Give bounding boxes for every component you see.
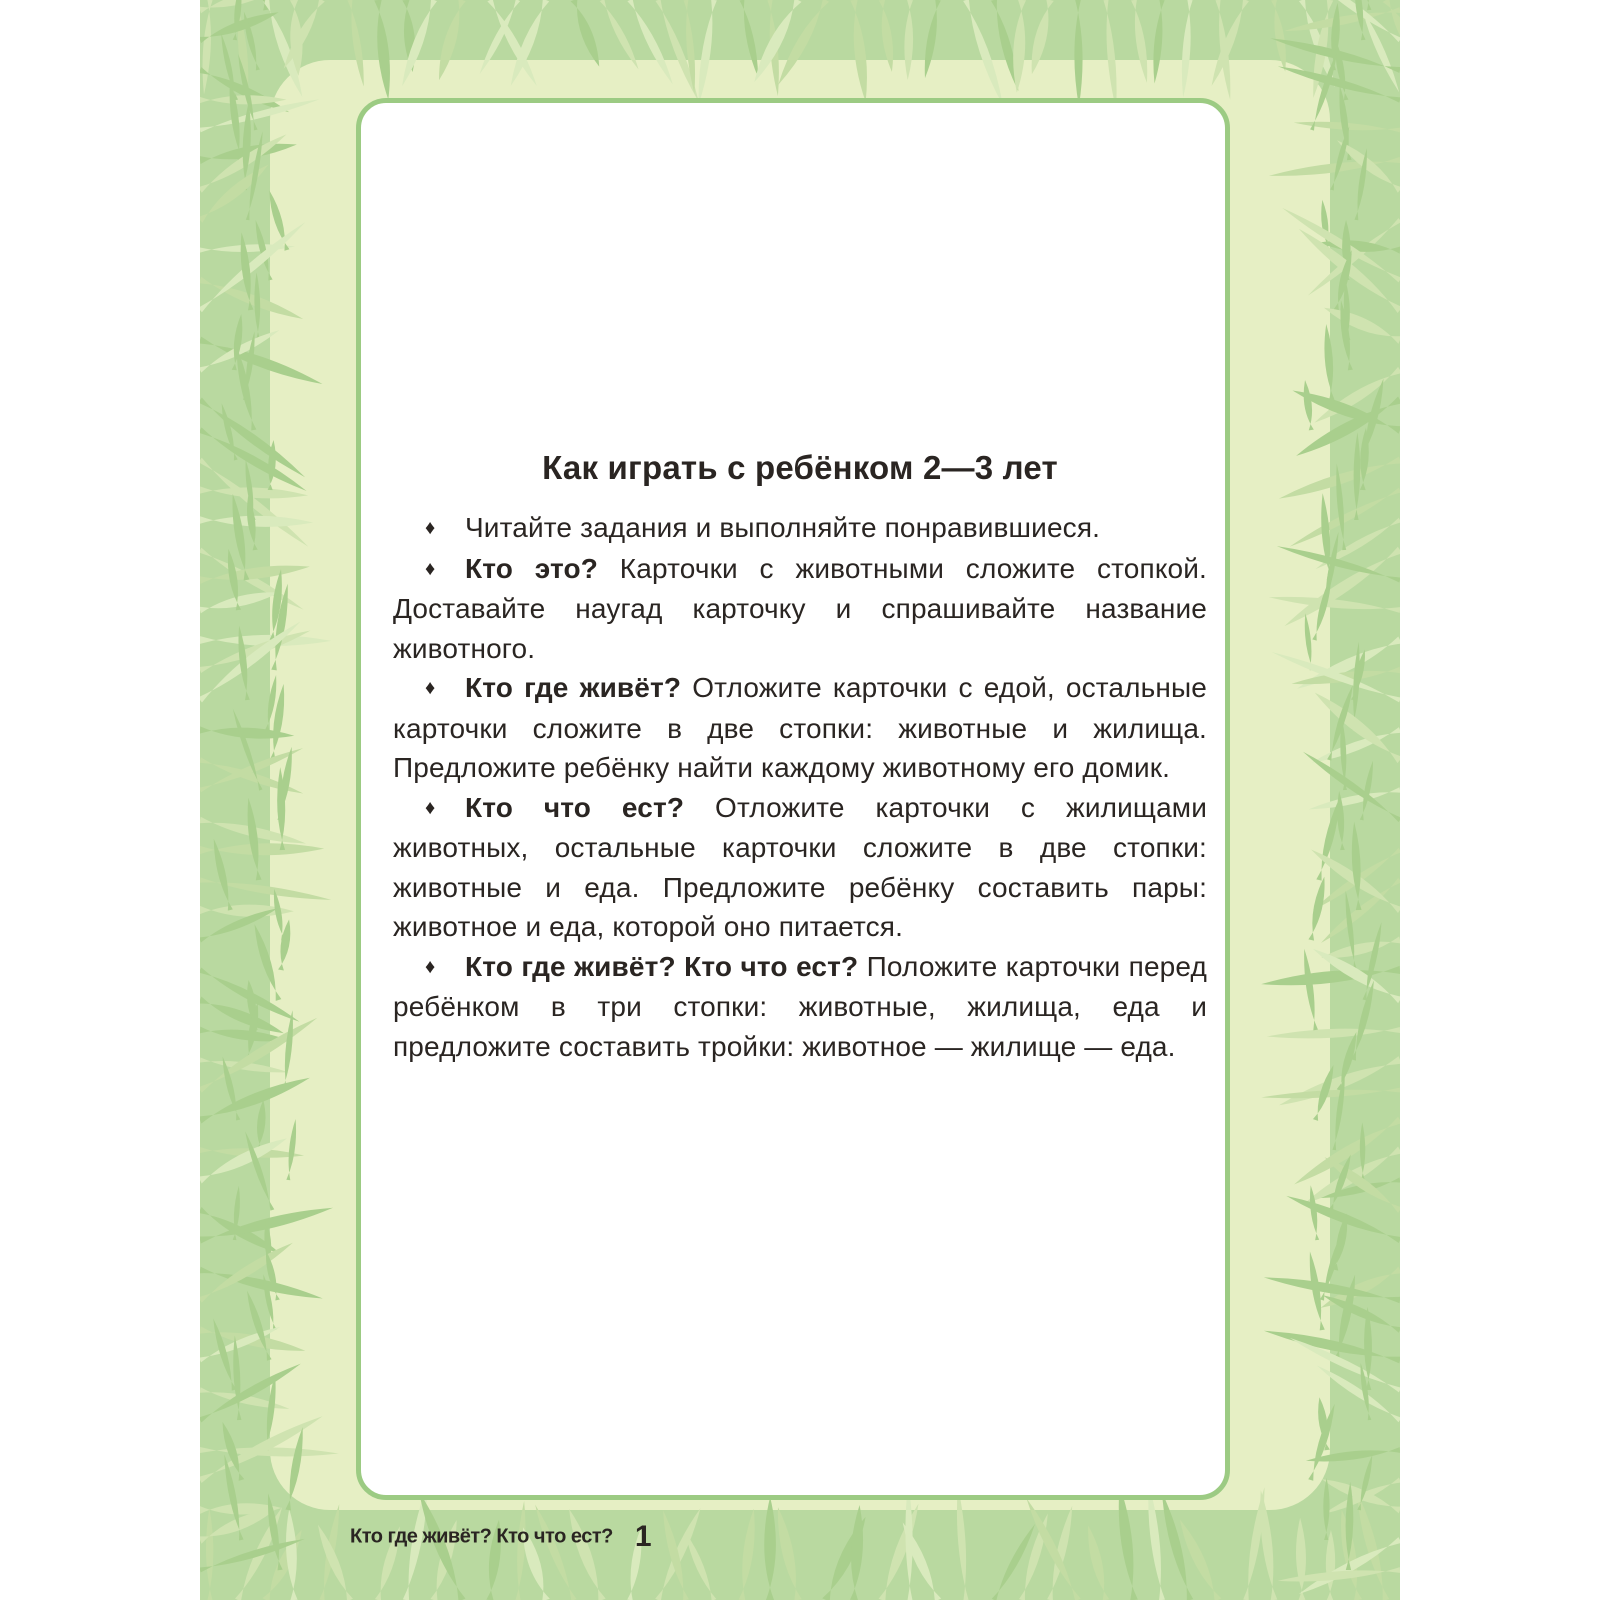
paragraph-text: Читайте задания и выполняйте понравившиеся. xyxy=(465,512,1101,543)
instruction-paragraph xyxy=(393,508,1207,549)
book-page xyxy=(200,0,1400,1600)
paragraph-lead: Кто где живёт? Кто что ест? xyxy=(465,950,859,982)
instruction-paragraph xyxy=(393,947,1207,1067)
footer-book-title: Кто где живёт? Кто что ест? xyxy=(350,1525,613,1548)
instruction-paragraph xyxy=(393,549,1207,669)
instructions-block xyxy=(393,448,1207,1066)
paragraph-lead: Кто это? xyxy=(465,552,599,584)
paragraph-text: Отложите карточки с жилищами животных, остальные карточки сложите в две стопки: животные и еда. Предложите ребёнку составить пары: животное и еда, которой оно питается. xyxy=(393,791,1207,942)
diamond-bullet-icon: ♦ xyxy=(425,557,436,580)
paragraph-lead: Кто что ест? xyxy=(465,791,685,823)
paragraph-text: Отложите карточки с едой, остальные карточки сложите в две стопки: животные и жилища. Предложите ребёнку найти каждому животному его домик. xyxy=(393,672,1207,783)
instruction-paragraph xyxy=(393,668,1207,788)
content-card xyxy=(356,98,1230,1500)
diamond-bullet-icon: ♦ xyxy=(425,677,436,699)
paragraph-lead: Кто где живёт? xyxy=(465,672,682,703)
instruction-paragraph xyxy=(393,788,1207,947)
diamond-bullet-icon: ♦ xyxy=(425,955,436,978)
paragraph-text: Положите карточки перед ребёнком в три стопки: животные, жилища, еда и предложите составить тройки: животное — жилище — еда. xyxy=(393,950,1207,1062)
page-number: 1 xyxy=(634,1520,652,1553)
paragraph-text: Карточки с животными сложите стопкой. Доставайте наугад карточку и спрашивайте название животного. xyxy=(393,552,1207,664)
diamond-bullet-icon: ♦ xyxy=(425,796,436,819)
diamond-bullet-icon: ♦ xyxy=(425,517,436,539)
page-heading: Как играть с ребёнком 2—3 лет xyxy=(542,449,1058,486)
page-footer xyxy=(350,1520,652,1554)
